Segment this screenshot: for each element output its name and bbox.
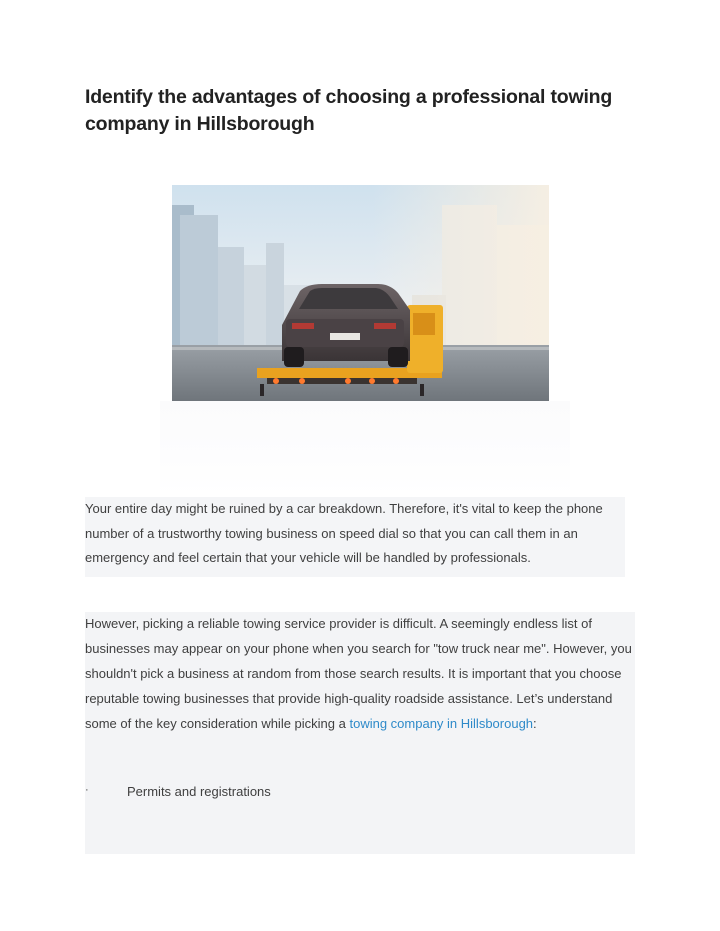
page-title: Identify the advantages of choosing a professional towing company in Hillsborough <box>85 86 613 135</box>
list-item-label: Permits and registrations <box>127 784 271 799</box>
paragraph-text: However, picking a reliable towing service provider is difficult. A seemingly endless list of businesses may appear on your phone when you search for "tow truck near me". However, you shouldn't pick a business at random from those search results. It is important that you choose reputable towing businesses that provide high-quality roadside assistance. Let’s understand some of the key consideration while picking a <box>85 616 632 731</box>
image-shadow <box>160 401 570 496</box>
consideration-paragraph <box>85 611 633 736</box>
paragraph-end: : <box>533 716 537 731</box>
intro-paragraph: Your entire day might be ruined by a car breakdown. Therefore, it's vital to keep the phone number of a trustworthy towing business on speed dial so that you can call them in an emergency and feel certain that your vehicle will be handled by professionals. <box>85 497 625 577</box>
hero-image <box>172 185 549 401</box>
bullet-marker: · <box>85 784 89 796</box>
towing-company-link[interactable]: towing company in Hillsborough <box>349 716 534 731</box>
tow-truck-photo <box>172 185 549 401</box>
